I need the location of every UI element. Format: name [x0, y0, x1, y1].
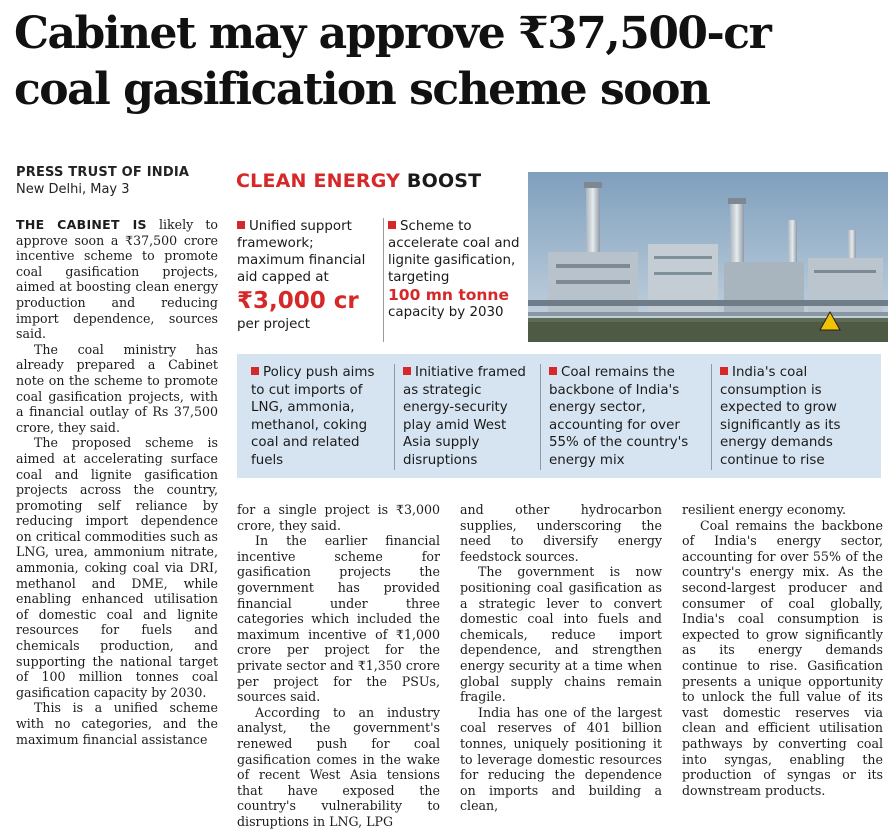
article-paragraph: The proposed scheme is aimed at accelerating surface coal and lignite gasification projects across the country, promoting self reliance by reducing import dependence on critical commodities such as LNG, urea, ammonium nitrate, ammonia, coking coal via DRI, methanol and DME, while enabling enhanced utilisation of domestic coal and lignite resources for fuels and chemicals production, and supporting the national target of 100 million tonnes coal gasification capacity by 2030. — [16, 435, 218, 700]
article-paragraph: resilient energy economy. — [682, 502, 847, 517]
infobox-fact-consumption: India's coal consumption is expected to grow significantly as its energy demands continue to rise — [711, 364, 871, 470]
byline — [16, 164, 236, 198]
byline-agency: PRESS TRUST OF INDIA — [16, 165, 190, 180]
headline-line-2: coal gasification scheme soon — [14, 64, 710, 115]
bullet-icon — [251, 367, 259, 375]
article-column-1 — [16, 217, 218, 747]
infobox-fact-imports: Policy push aims to cut imports of LNG, ammonia, methanol, coking coal and related fuels — [251, 365, 375, 468]
plant-illustration — [528, 172, 888, 342]
article-paragraph: and other hydrocarbon supplies, underscoring the need to diversify energy feedstock sources. — [460, 502, 662, 564]
bullet-icon — [388, 221, 396, 229]
plant-photo — [528, 172, 888, 342]
article-paragraph: The coal ministry has already prepared a Cabinet note on the scheme to promote coal gasification projects, with a financial outlay of Rs 37,500 crore, they said. — [16, 341, 218, 435]
article-paragraph: India has one of the largest coal reserves of 401 billion tonnes, uniquely positioning it to leverage domestic resources for reducing the dependence on imports and building a clean, — [460, 704, 662, 814]
bullet-icon — [720, 367, 728, 375]
infobox-fact-funding: Unified support framework; maximum financial aid capped at ₹3,000 cr per project — [237, 218, 377, 333]
article-paragraph: This is a unified scheme with no categories, and the maximum financial assistance — [16, 700, 218, 747]
infobox-title-rest: BOOST — [406, 170, 482, 192]
article-paragraph: The government is now positioning coal gasification as a strategic lever to convert domestic coal into fuels and chemicals, reduce import dependence, and strengthen energy security at a time when global supply chains remain fragile. — [460, 564, 662, 705]
byline-dateline: New Delhi, May 3 — [16, 182, 130, 197]
article-column-2 — [237, 502, 440, 829]
infobox-bottom — [237, 354, 881, 478]
bullet-icon — [549, 367, 557, 375]
infobox-fact-target: Scheme to accelerate coal and lignite gasification, targeting 100 mn tonne capacity by 2030 — [383, 218, 523, 342]
bullet-icon — [237, 221, 245, 229]
article-paragraph: THE CABINET IS likely to approve soon a ₹37,500 crore incentive scheme to promote coal gasification projects, aimed at boosting clean energy production and reducing import dependence, sources said. — [16, 217, 218, 342]
lead-caps: THE CABINET IS — [16, 217, 147, 232]
target-highlight: 100 mn tonne — [388, 286, 509, 304]
infobox-fact-security: Initiative framed as strategic energy-security play amid West Asia supply disruptions — [394, 364, 536, 470]
headline — [14, 6, 884, 118]
infobox-title-accent: CLEAN ENERGY — [236, 170, 401, 192]
article-paragraph: for a single project is ₹3,000 crore, they said. — [237, 502, 440, 533]
headline-line-1: Cabinet may approve ₹37,500-cr — [14, 8, 771, 59]
article-paragraph: Coal remains the backbone of India's energy sector, accounting for over 55% of the country's energy mix. As the second-largest producer and consumer of coal globally, India's coal consumption is expected to grow significantly as its energy demands continue to rise. Gasification presents a unique opportunity to unlock the full value of its vast domestic reserves via clean and efficient utilisation pathways by converting coal into syngas, enabling the production of syngas or its downstream products. — [682, 517, 883, 798]
article-paragraph: According to an industry analyst, the government's renewed push for coal gasification comes in the wake of recent West Asia tensions that have exposed the country's vulnerability to disruptions in LNG, LPG — [237, 704, 440, 829]
bullet-icon — [403, 367, 411, 375]
infobox-fact-energy-mix: Coal remains the backbone of India's energy sector, accounting for over 55% of the country's energy mix — [540, 364, 700, 470]
funding-highlight: ₹3,000 cr — [237, 288, 359, 314]
article-paragraph: In the earlier financial incentive scheme for gasification projects the government has provided financial under three categories which included the maximum incentive of ₹1,000 crore per project for the private sector and ₹1,350 crore per project for the PSUs, sources said. — [237, 533, 440, 705]
article-column-3 — [460, 502, 662, 814]
infobox-title — [236, 170, 481, 192]
article-column-4 — [682, 502, 883, 798]
infobox-top — [233, 209, 518, 349]
